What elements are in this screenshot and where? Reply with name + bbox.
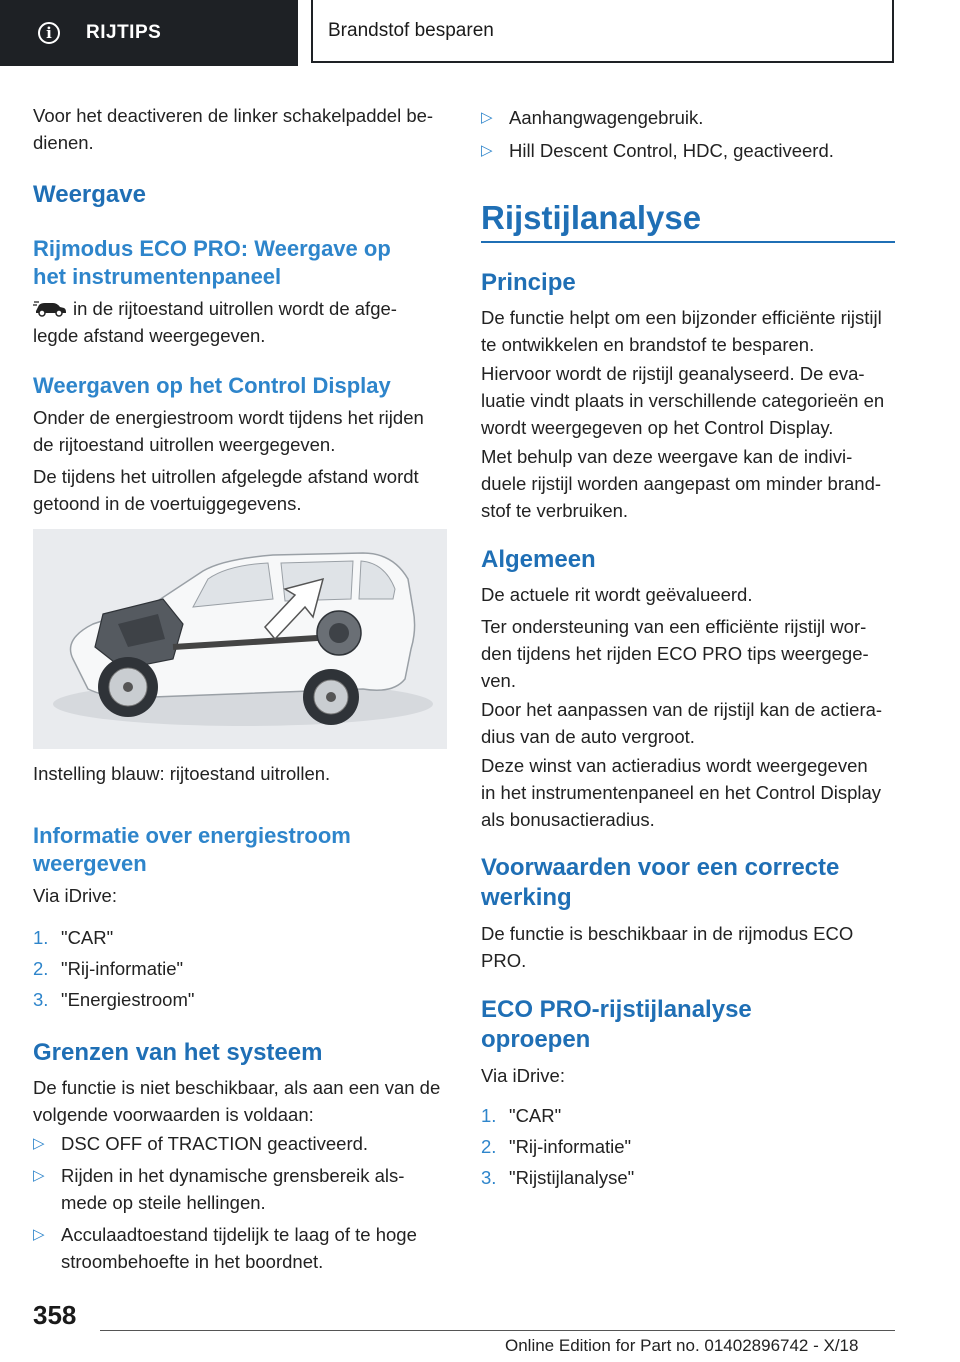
principe-paragraph-1: De functie helpt om een bijzonder efficiënte rijstijl te ontwikkelen en brandstof te besparen.: [481, 307, 882, 355]
triangle-bullet-icon: ▷: [33, 1135, 45, 1152]
page-title: Brandstof besparen: [328, 19, 494, 41]
heading-rule: [481, 241, 895, 243]
algemeen-paragraph-3: Door het aanpassen van de rijstijl kan de actiera- dius van de auto vergroot.: [481, 699, 883, 747]
heading-algemeen: Algemeen: [481, 546, 596, 573]
list-number: 1.: [33, 927, 49, 948]
info-icon: i: [38, 22, 60, 44]
list-text: "CAR": [509, 1105, 562, 1126]
page-header: [0, 0, 960, 66]
heading-oproepen: ECO PRO-rijstijlanalyse oproepen: [481, 996, 752, 1053]
car-drivetrain-illustration: [33, 529, 447, 749]
bullet-text: Hill Descent Control, HDC, geactiveerd.: [509, 140, 834, 161]
list-number: 3.: [481, 1167, 497, 1188]
principe-paragraph-2: Hiervoor wordt de rijstijl geanalyseerd. De eva- luatie vindt plaats in verschillende categorieën en wordt weergegeven op het Control Display.: [481, 363, 885, 438]
list-number: 1.: [481, 1105, 497, 1126]
triangle-bullet-icon: ▷: [481, 142, 493, 159]
grenzen-paragraph: De functie is niet beschikbaar, als aan een van de volgende voorwaarden is voldaan:: [33, 1077, 441, 1125]
list-text: "Rij-informatie": [61, 958, 184, 979]
voorwaarden-paragraph: De functie is beschikbaar in de rijmodus ECO PRO.: [481, 923, 854, 971]
heading-voorwaarden: Voorwaarden voor een correcte werking: [481, 854, 840, 911]
bullet-text: DSC OFF of TRACTION geactiveerd.: [61, 1133, 369, 1154]
list-number: 2.: [33, 958, 49, 979]
car-svg: [33, 529, 447, 749]
list-number: 3.: [33, 989, 49, 1010]
coasting-car-icon: [33, 299, 67, 317]
footer-rule: [100, 1330, 895, 1331]
heading-rijstijlanalyse: Rijstijlanalyse: [481, 199, 702, 236]
control-paragraph-2: De tijdens het uitrollen afgelegde afstand wordt getoond in de voertuiggegevens.: [33, 466, 419, 514]
heading-energiestroom: Informatie over energiestroom weergeven: [33, 823, 351, 876]
control-paragraph-1: Onder de energiestroom wordt tijdens het rijden de rijtoestand uitrollen weergegeven.: [33, 407, 424, 455]
triangle-bullet-icon: ▷: [481, 109, 493, 126]
list-number: 2.: [481, 1136, 497, 1157]
triangle-bullet-icon: ▷: [33, 1167, 45, 1184]
heading-ecopro-instrument: Rijmodus ECO PRO: Weergave op het instrumentenpaneel: [33, 236, 391, 289]
via-idrive-right: Via iDrive:: [481, 1065, 565, 1086]
list-text: "Rij-informatie": [509, 1136, 632, 1157]
heading-principe: Principe: [481, 269, 576, 296]
via-idrive-left: Via iDrive:: [33, 885, 117, 906]
image-caption: Instelling blauw: rijtoestand uitrollen.: [33, 763, 331, 784]
page-number: 358: [33, 1300, 77, 1330]
ecopro-paragraph: in de rijtoestand uitrollen wordt de afge- legde afstand weergegeven.: [33, 298, 397, 346]
bullet-text: Aanhangwagengebruik.: [509, 107, 704, 128]
bullet-text: Acculaadtoestand tijdelijk te laag of te hoge stroombehoefte in het boordnet.: [61, 1224, 417, 1272]
principe-paragraph-3: Met behulp van deze weergave kan de indivi- duele rijstijl worden aangepast om minder brand- stof te verbruiken.: [481, 446, 882, 521]
section-tab: [0, 0, 298, 66]
algemeen-paragraph-2: Ter ondersteuning van een efficiënte rijstijl wor- den tijdens het rijden ECO PRO tips weergege- ven.: [481, 616, 869, 691]
footer-edition: Online Edition for Part no. 01402896742 - X/18: [505, 1336, 859, 1355]
list-text: "CAR": [61, 927, 114, 948]
heading-weergave: Weergave: [33, 181, 146, 208]
intro-paragraph: Voor het deactiveren de linker schakelpaddel be- dienen.: [33, 105, 434, 153]
list-text: "Energiestroom": [61, 989, 195, 1010]
bullet-text: Rijden in het dynamische grensbereik als- mede op steile hellingen.: [61, 1165, 405, 1213]
heading-control-display: Weergaven op het Control Display: [33, 373, 391, 398]
algemeen-paragraph-1: De actuele rit wordt geëvalueerd.: [481, 584, 753, 605]
section-label: RIJTIPS: [86, 22, 162, 43]
list-text: "Rijstijlanalyse": [509, 1167, 635, 1188]
algemeen-paragraph-4: Deze winst van actieradius wordt weergegeven in het instrumentenpaneel en het Control Display als bonusactieradius.: [481, 755, 882, 830]
triangle-bullet-icon: ▷: [33, 1226, 45, 1243]
page-title-tab: [311, 0, 894, 63]
heading-grenzen: Grenzen van het systeem: [33, 1039, 323, 1066]
